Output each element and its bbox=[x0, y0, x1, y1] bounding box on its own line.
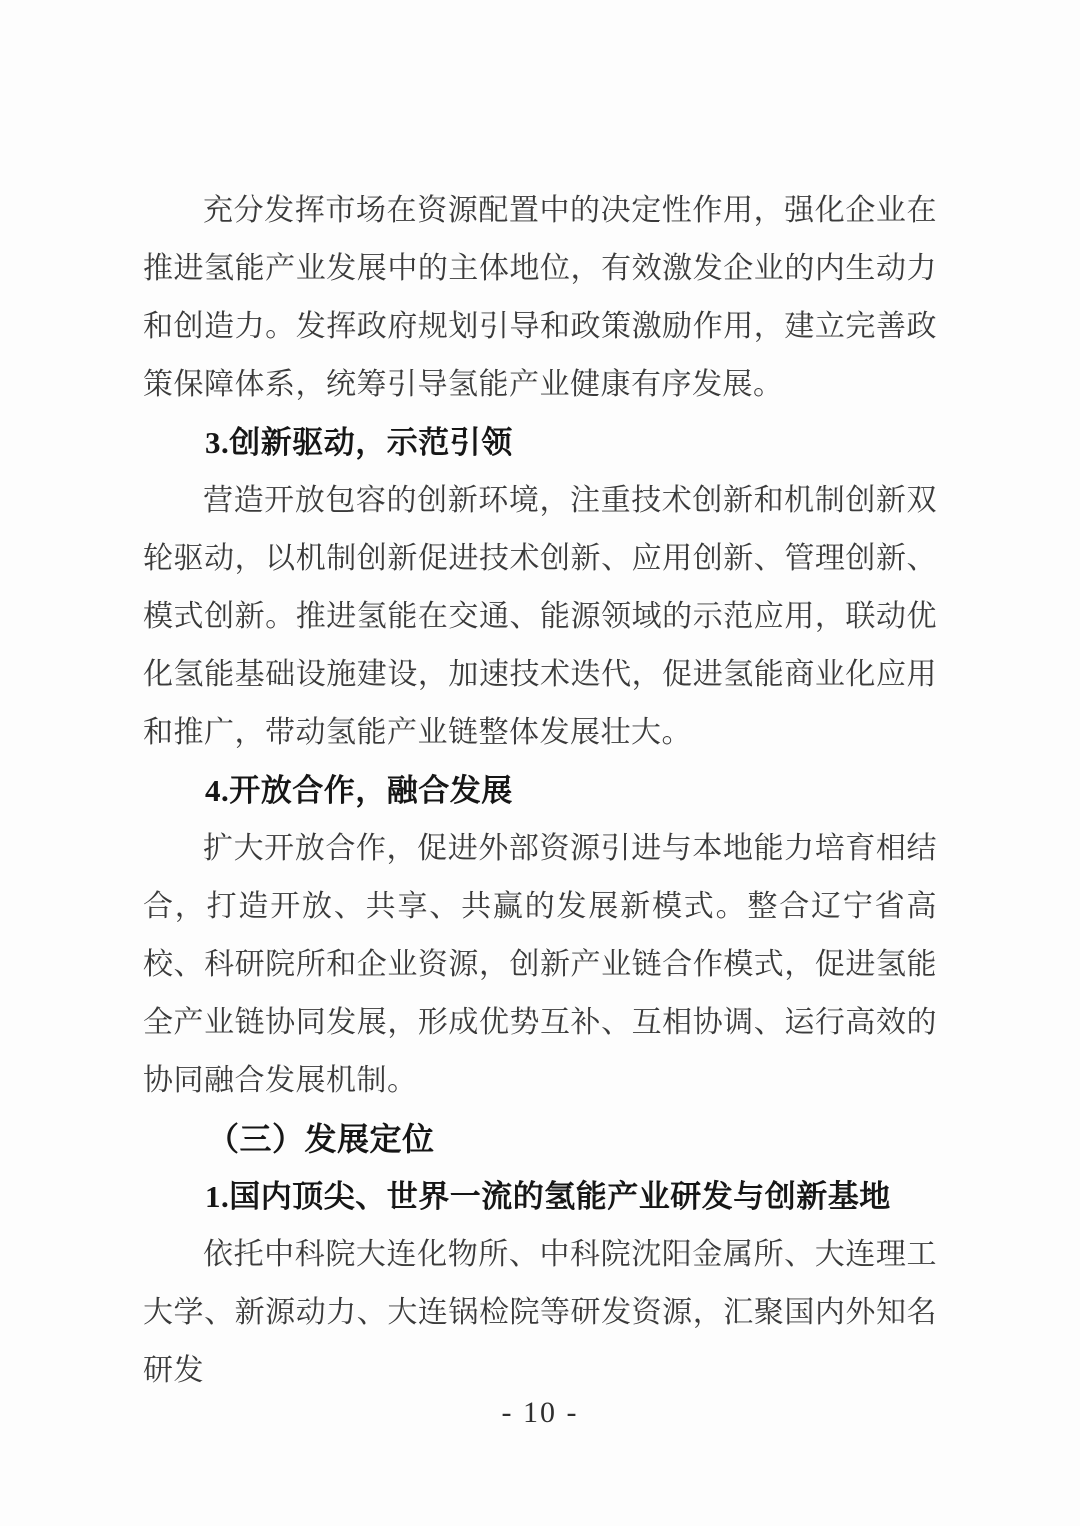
paragraph-market-role: 充分发挥市场在资源配置中的决定性作用，强化企业在推进氢能产业发展中的主体地位，有效激发企业的内生动力和创造力。发挥政府规划引导和政策激励作用，建立完善政策保障体系，统筹引导氢能产业健康有序发展。 bbox=[143, 194, 937, 401]
paragraph-rd-resources: 依托中科院大连化物所、中科院沈阳金属所、大连理工大学、新源动力、大连锅检院等研发资源，汇聚国内外知名研发 bbox=[143, 1238, 937, 1387]
document-content bbox=[143, 182, 937, 1400]
page-number: - 10 - bbox=[501, 1396, 579, 1429]
paragraph-open-cooperation: 扩大开放合作，促进外部资源引进与本地能力培育相结合，打造开放、共享、共赢的发展新模式。整合辽宁省高校、科研院所和企业资源，创新产业链合作模式，促进氢能全产业链协同发展，形成优势互补、互相协调、运行高效的协同融合发展机制。 bbox=[143, 832, 937, 1097]
heading-rd-innovation-base: 1.国内顶尖、世界一流的氢能产业研发与创新基地 bbox=[205, 1179, 891, 1214]
heading-open-cooperation: 4.开放合作，融合发展 bbox=[205, 773, 513, 808]
heading-development-positioning: （三）发展定位 bbox=[207, 1121, 435, 1157]
heading-innovation-driven: 3.创新驱动，示范引领 bbox=[205, 425, 513, 460]
paragraph-innovation-environment: 营造开放包容的创新环境，注重技术创新和机制创新双轮驱动，以机制创新促进技术创新、应用创新、管理创新、模式创新。推进氢能在交通、能源领域的示范应用，联动优化氢能基础设施建设，加速技术迭代，促进氢能商业化应用和推广，带动氢能产业链整体发展壮大。 bbox=[143, 484, 937, 749]
